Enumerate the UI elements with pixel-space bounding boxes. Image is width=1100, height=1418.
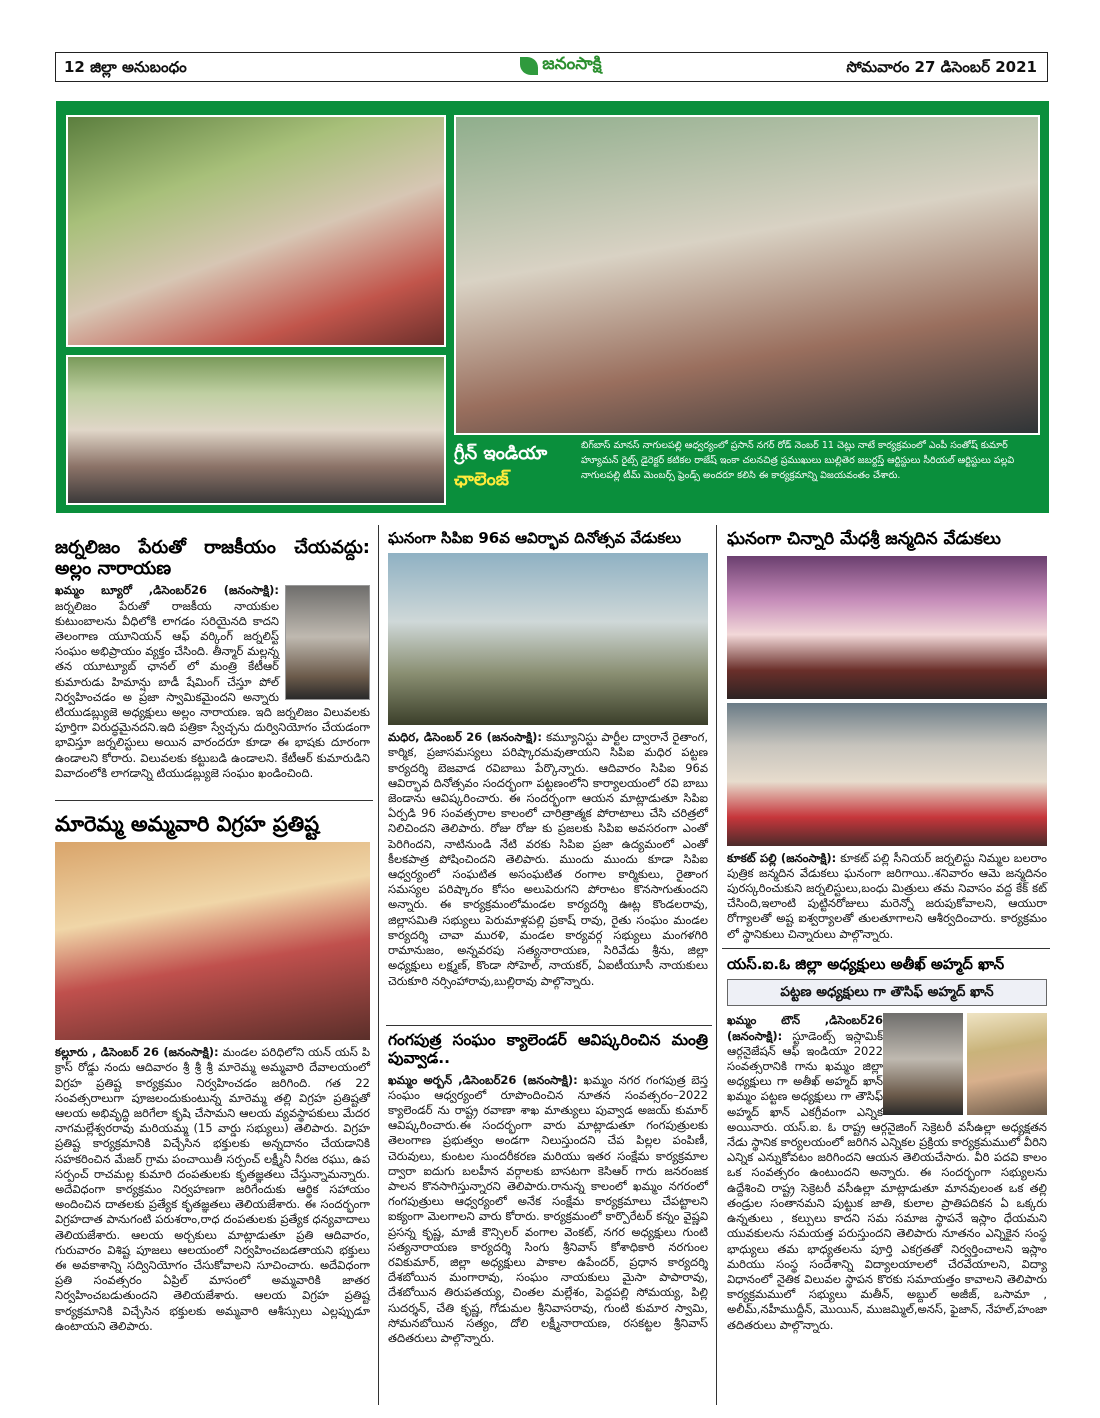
portrait-photo	[285, 585, 370, 700]
photo-group-thumbsup	[454, 115, 1040, 435]
article-body: కూకట్ పల్లి సీనియర్ జర్నలిస్టు నిమ్మల బలరాం పుత్రిక జన్మదిన వేడుకలు ఘనంగా జరిగాయి..శనివారం ఆమె జన్మదినం పురస్కరించుకుని జర్నలిస్టులు,బంధు మిత్రులు తమ నివాసం వద్ద కేక్ కట్ చేసింది,ఇలాంటి పుట్టినరోజులు మరెన్నో జరుపుకోవాలని, ఆయురా రోగ్యాలతో అష్ట ఐశ్వర్యాలతో తులతూగాలని ఆశీర్వదించారు. కార్యక్రమం లో స్థానికులు చిన్నారులు పాల్గొన్నారు.	[727, 850, 1048, 941]
article-body: స్టూడెంట్స్ ఇస్లామిక్ ఆర్గనైజేషన్ ఆఫ్ ఇండియా 2022 సంవత్సరానికి గాను ఖమ్మం జిల్లా అధ్యక్షులు గా అతీఖ్ అహ్మద్ ఖాన్ ఖమ్మం పట్టణ అధ్యక్షులు గా తౌసిఫ్ అహ్మద్ ఖాన్ ఎకగ్రీవంగా ఎన్నిక అయినారు. యస్.ఐ. ఓ రాష్ట్ర ఆర్గనైజింగ్ సెక్రెటరీ వసీఉల్లా అధ్యక్షతన నేడు స్థానిక కార్యలయంలో జరిగిన ఎన్నికల ప్రక్రియ కార్యక్రమములో వీరిని ఎన్నిక ఎన్నుకోవటం జరిగిందని ఆయన తెలియచేసారు. వీరి పదవి కాలం ఒక సంవత్సరం ఉంటుందని అన్నారు. ఈ సందర్భంగా సభ్యులను ఉద్దేశించి రాష్ట్ర సెక్రెటరీ వసీఉల్లా మాట్లాడుతూ మానవులంత ఒక తల్లి తండ్రుల సంతానమని పుట్టుక జాతి, కులాల ప్రాతిపదికన ఏ ఒక్కరు ఉన్నతులు , కల్పులు కాదని సమ సమాజ స్థాపనే ఇస్లాం ధేయమని యువకులను సమయత్త పరుస్తుందని తెలిపారు నూతనం ఎన్నికైన సంస్థ భాధ్యులు తమ భాధ్యతలను పూర్తి ఎకగ్రతతో నిర్వర్తించాలని ఇస్లాం మరియు సంస్థ సందేశాన్ని విద్యాలయాలలో చేరవేయాలని, విద్యా విధానంలో నైతిక విలువల స్థాపన కొరకు సమాయత్తం కావాలని తెలిపారు కార్యక్రమములో సభ్యులు మతీన్, అబ్దుల్ అజీజ్, ఒసామా , అలీమ్,నహీముద్దీన్, మొయిన్, ముజమ్మిల్,అనస్, ఫైజాన్, నేహల్,హంజా తదితరులు పాల్గొన్నారు.	[727, 1028, 1047, 1332]
issue-date: సోమవారం 27 డిసెంబర్ 2021	[846, 58, 1037, 76]
green-india-banner	[56, 101, 1049, 513]
article-divider	[386, 1025, 712, 1026]
banner-caption: బిగ్‌బాస్ మానస్ నాగులపల్లి ఆధ్వర్యంలో ప్రసాన్ నగర్ రోడ్ నెంబర్ 11 చెట్లు నాటే కార్యక్రమంలో ఎంపీ సంతోష్ కుమార్ హ్యూమన్ రైట్స్ డైరెక్టర్ కటికల రాజేష్ ఇంకా చలనచిత్ర ప్రముఖులు బుల్లితెర జబర్దస్త్ ఆర్టిస్టులు సీరియల్ ఆర్టిస్టులు పల్లవి నాగులపల్లి టీమ్ మెంబర్స్ ఫ్రెండ్స్ అందరూ కలిసి ఈ కార్యక్రమాన్ని విజయవంతం చేశారు.	[581, 440, 1015, 481]
article-body: కమ్యూనిస్టు పార్టీల ద్వారానే రైతాంగ, కార్మిక, ప్రజాసమస్యలు పరిష్కారమవుతాయని సిపిఐ మధిర పట్టణ కార్యదర్శి బెజవాడ రవిబాబు పేర్కొన్నారు. ఆదివారం సిపిఐ 96వ ఆవిర్భావ దినోత్సవం సందర్భంగా పట్టణంలోని కార్యాలయంలో రవి బాబు జెండాను ఆవిష్కరించారు. ఈ సందర్భంగా ఆయన మాట్లాడుతూ సిపిఐ ఏర్పడి 96 సంవత్సరాల కాలంలో చారిత్రాత్మక పోరాటాలు చేసి చరిత్రలో నిలిచిందని తెలిపారు. రోజు రోజు కు ప్రజలకు సిపిఐ అవసరంగా ఎంతో పెరిగిందని, నాటినుండి నేటి వరకు సిపిఐ ప్రజా ఉద్యమంలో ఎంతో కీలకపాత్ర పోషించిందని తెలిపారు. ముందు ముందు కూడా సిపిఐ ఆధ్వర్యంలో సంఘటిత అసంఘటిత రంగాల కార్మికులు, రైతాంగ సమస్యల పరిష్కారం కోసం అలుపెరుగని పోరాటం కొనసాగుతుందని అన్నారు. ఈ కార్యక్రమంలోమండల కార్యదర్శి ఊట్ల కొండలరావు, జిల్లాసమితి సభ్యులు పెరుమాళ్లపల్లి ప్రకాష్ రావు, రైతు సంఘం మండల కార్యదర్శి చావా మురళి, మండల కార్యవర్గ సభ్యులు మంగళగిరి రామానుజం, అన్నవరపు సత్యనారాయణ, సిరివేడు శ్రీను, జిల్లా అధ్యక్షులు లక్ష్మణ్, కొండా సోహెల్, నాయకర్, ఏఐటీయూసీ నాయకులు చెరుకూరి నర్సింహారావు,బుల్లిరావు పాల్గొన్నారు.	[388, 730, 708, 988]
article-cpi	[388, 530, 708, 989]
newspaper-logo	[506, 50, 616, 82]
dateline: ఖమ్మం అర్బన్ ,డిసెంబర్26 (జనంసాక్షి):	[388, 1072, 578, 1087]
headline: గంగపుత్ర సంఘం క్యాలెండర్ ఆవిష్కరించిన మంత్రి పువ్వాడ..	[388, 1031, 708, 1067]
article-divider	[55, 800, 373, 801]
article-maremma	[55, 812, 370, 1334]
photo-planting-group	[66, 355, 446, 505]
headline: జర్నలిజం పేరుతో రాజకీయం చేయవద్దు: అల్లం నారాయణ	[55, 537, 370, 579]
leaf-icon	[520, 57, 538, 75]
photo-temple-idol	[55, 842, 370, 1040]
photo-plantation	[66, 115, 446, 347]
photo-flag-hoisting	[388, 553, 708, 725]
column-divider	[378, 525, 379, 1405]
article-divider	[722, 948, 1050, 949]
banner-title-line1: గ్రీన్ ఇండియా	[454, 443, 548, 464]
photo-cake-cutting-2	[727, 703, 1047, 846]
dateline: కల్లూరు , డిసెంబర్ 26 (జనంసాక్షి):	[55, 1045, 219, 1060]
dateline: ఖమ్మం టౌన్ ,డిసెంబర్26 (జనంసాక్షి):	[727, 1013, 883, 1043]
dateline: కూకట్ పల్లి (జనంసాక్షి):	[727, 850, 837, 865]
headline: యస్.ఐ.ఓ జిల్లా అధ్యక్షులు అతీఖ్ అహ్మద్ ఖాన్	[727, 955, 1005, 973]
logo-text: జనంసాక్షి	[542, 54, 602, 74]
article-body: మండల పరిధిలోని యన్ యస్ పి క్రాస్ రోడ్డు నందు ఆదివారం శ్రీ శ్రీ శ్రీ మారెమ్మ అమ్మవారి దేవాలయంలో విగ్రహ ప్రతిష్ట కార్యక్రమం నిర్వహించడం జరిగింది. గత 22 సంవత్సరాలుగా పూజలందుకుంటున్న మారెమ్మ తల్లి విగ్రహ ప్రతిష్టతో ఆలయ అభివృద్ధి జరిగేలా కృషి చేసామని ఆలయ వ్యవస్థాపకులు మేదర నాగమల్లేశ్వరరావు మరియమ్మ (15 వార్డు సభ్యులు) తెలిపారు. విగ్రహ ప్రతిష్ట కార్యక్రమానికి విచ్చేసిన భక్తులకు అన్నదానం చేయడానికి సహకరించిన మేజర్ గ్రామ పంచాయితీ సర్పంచ్ లక్ష్మీనీ నీరజ రఘు, ఉప సర్పంచ్ రాచమల్ల కుమారి దంపతులకు కృతజ్ఞతలు చేస్తున్నామన్నారు. అదేవిధంగా కార్యక్రమం నిర్వహణగా జరిగేందుకు ఆర్థిక సహాయం అందించిన దాతలకు ప్రత్యేక కృతజ్ఞతలు తెలియజేశారు. ఈ సందర్భంగా విగ్రహదాత పానుగంటి పరుశరాం,రాధ దంపతులకు ప్రత్యేక ధన్యవాదాలు తెలియజేశారు. ఆలయ అర్చకులు మాట్లాడుతూ ప్రతి ఆదివారం, గురువారం విశిష్ట పూజలు ఆలయంలో నిర్వహించబడతాయని భక్తులు ఈ అవకాశాన్ని సద్వినియోగం చేసుకోవాలని సూచించారు. అదేవిధంగా ప్రతి సంవత్సరం ఏప్రిల్ మాసంలో అమ్మవారికి జాతర నిర్వహించబడుతుందని తెలియజేశారు. ఆలయ విగ్రహ ప్రతిష్ట కార్యక్రమానికి విచ్చేసిన భక్తులకు అమ్మవారి ఆశీస్సులు ఎల్లప్పుడూ ఉంటాయని తెలిపారు.	[55, 1045, 371, 1333]
column-divider	[716, 525, 717, 1405]
article-sio	[727, 956, 1047, 1333]
page-label: 12 జిల్లా అనుబంధం	[64, 58, 187, 76]
page-header	[55, 52, 1048, 82]
banner-title-line2: ఛాలెంజ్	[454, 469, 509, 490]
dateline: మధిర, డిసెంబర్ 26 (జనంసాక్షి):	[388, 730, 542, 745]
article-journalism	[55, 538, 370, 781]
headline: మారెమ్మ అమ్మవారి విగ్రహ ప్రతిష్ట	[55, 812, 320, 836]
subheadline-box: పట్టణ అధ్యక్షులు గా తౌసిఫ్ అహ్మద్ ఖాన్	[727, 979, 1047, 1006]
portrait-photo-2	[967, 1013, 1047, 1115]
headline: ఘనంగా చిన్నారి మేధశ్రీ జన్మదిన వేడుకలు	[727, 529, 1001, 549]
dateline: ఖమ్మం బ్యూరో ,డిసెంబర్26 (జనంసాక్షి):	[55, 583, 279, 598]
photo-cake-cutting-1	[727, 556, 1047, 699]
article-body: జర్నలిజం పేరుతో రాజకీయ నాయకుల కుటుంబాలను వీధిలోకి లాగడం సరియైనది కాదని తెలంగాణ యూనియన్ ఆఫ్ వర్కింగ్ జర్నలిస్ట్ సంఘం అభిప్రాయం వ్యక్తం చేసింది. తీన్మార్ మల్లన్న తన యూట్యూబ్ ఛానల్ లో మంత్రి కేటీఆర్ కుమారుడు హిమాన్షు బాడీ షేమింగ్ చేస్తూ పోల్ నిర్వహించడం అ ప్రజా స్వామికమైందని అన్నారు టియుడబ్ల్యుజె అధ్యక్షులు అల్లం నారాయణ. ఇది జర్నలిజం విలువలకు పూర్తిగా విరుద్ధమైనదని.ఇది పత్రికా స్వేచ్ఛను దుర్వినియోగం చేయడంగా భావిస్తూ జర్నలిస్టులు అయిన వారందరూ కూడా ఈ భాషకు దూరంగా ఉండాలని కోరారు. విలువలకు కట్టుబడి ఉండాలని. కేటీఆర్ కుమారుడిని వివాదంలోకి లాగడాన్ని టియుడబ్ల్యుజె సంఘం ఖండించింది.	[55, 598, 370, 780]
article-gangaputra	[388, 1032, 708, 1346]
article-birthday	[727, 530, 1047, 942]
portrait-photo-1	[883, 1013, 963, 1115]
article-body: ఖమ్మం నగర గంగపుత్ర బెస్త సంఘం ఆధ్వర్యంలో రూపొందించిన నూతన సంవత్సరం–2022 క్యాలెండర్ ను రాష్ట్ర రవాణా శాఖ మాత్యులు పువ్వాడ అజయ్ కుమార్ ఆవిష్కరించారు.ఈ సందర్భంగా వారు మాట్లాడుతూ గంగపుత్రులకు తెలంగాణ ప్రభుత్వం అండగా నిలుస్తుందని చేప పిల్లల పంపిణీ, చెరువులు, కుంటల సుందరీకరణ మరియు ఇతర సంక్షేమ కార్యక్రమాల ద్వారా ఐదుగు బలహీన వర్గాలకు బాసటగా కెసిఆర్ గారు జనరంజక పాలన కొనసాగిస్తున్నారని తెలిపారు.రానున్న కాలంలో ఖమ్మం నగరంలో గంగపుత్రులు ఆధ్వర్యంలో అనేక సంక్షేమ కార్యక్రమాలు చేపట్టాలని ఐక్యంగా మెలగాలని వారు కోరారు. కార్యక్రమంలో కార్పొరేటర్ కన్నం వైష్ణవి ప్రసన్న కృష్ణ, మాజీ కౌన్సిలర్ వంగాల వెంకట్, నగర అధ్యక్షులు గుంటి సత్యనారాయణ కార్యదర్శి సింగు శ్రీనివాస్ కోశాధికారి నరగుంల రవికుమార్, జిల్లా అధ్యక్షులు పాకాల ఉపేందర్, ప్రధాన కార్యదర్శి దేశబోయిన మంగారావు, సంఘం నాయకులు మైసా పాపారావు, దేశబోయిన తిరుపతయ్య, చింతల మల్లేశం, పెద్దపల్లి సోమయ్య, పిల్లి సుదర్శన్, చేతి కృష్ణ, గోడుమల శ్రీనివాసరావు, గుంటి కుమార స్వామి, సోమనబోయిన సత్యం, దోలి లక్ష్మీనారాయణ, రసకట్టల శ్రీనివాస్ తదితరులు పాల్గొన్నారు.	[388, 1072, 708, 1346]
banner-title	[454, 441, 574, 493]
headline: ఘనంగా సిపిఐ 96వ ఆవిర్భావ దినోత్సవ వేడుకలు	[388, 529, 682, 547]
